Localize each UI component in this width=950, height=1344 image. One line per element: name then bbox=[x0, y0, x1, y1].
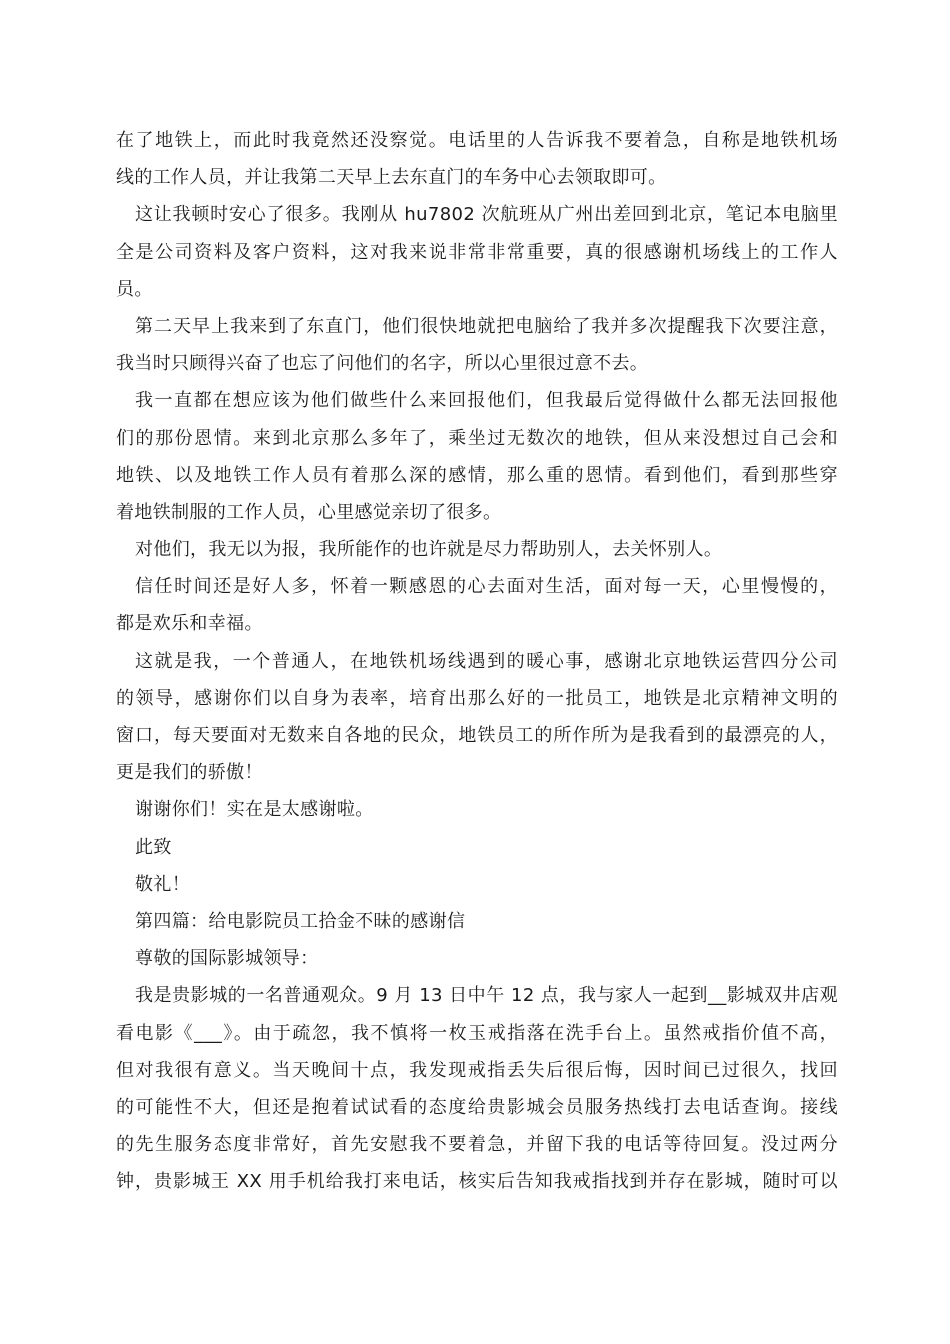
text-line: 敬礼！ bbox=[135, 873, 191, 895]
text-line: 我是贵影城的一名普通观众。9 月 13 日中午 12 点，我与家人一起到__影城双井店观 bbox=[135, 985, 838, 1007]
text-line: 的可能性不大，但还是抱着试试看的态度给贵影城会员服务热线打去电话查询。接线 bbox=[116, 1096, 838, 1118]
text-line: 第四篇：给电影院员工拾金不昧的感谢信 bbox=[135, 910, 466, 932]
text-line: 此致 bbox=[135, 836, 172, 858]
text-line: 看电影《___》。由于疏忽，我不慎将一枚玉戒指落在洗手台上。虽然戒指价值不高， bbox=[116, 1022, 838, 1044]
text-line: 更是我们的骄傲！ bbox=[116, 762, 263, 784]
text-line: 但对我很有意义。当天晚间十点，我发现戒指丢失后很后悔，因时间已过很久，找回 bbox=[116, 1059, 838, 1081]
text-line: 着地铁制服的工作人员，心里感觉亲切了很多。 bbox=[116, 501, 502, 523]
text-line: 线的工作人员，并让我第二天早上去东直门的车务中心去领取即可。 bbox=[116, 167, 667, 189]
text-line: 地铁、以及地铁工作人员有着那么深的感情，那么重的恩情。看到他们，看到那些穿 bbox=[116, 464, 838, 486]
text-line: 尊敬的国际影城领导： bbox=[135, 948, 319, 970]
letter-body bbox=[116, 122, 838, 1200]
text-line: 在了地铁上，而此时我竟然还没察觉。电话里的人告诉我不要着急，自称是地铁机场 bbox=[116, 130, 838, 151]
text-line: 的先生服务态度非常好，首先安慰我不要着急，并留下我的电话等待回复。没过两分 bbox=[116, 1134, 838, 1156]
text-line: 全是公司资料及客户资料，这对我来说非常非常重要，真的很感谢机场线上的工作人 bbox=[116, 241, 838, 263]
text-line: 钟，贵影城王 XX 用手机给我打来电话，核实后告知我戒指找到并存在影城，随时可以 bbox=[116, 1171, 838, 1193]
text-line: 信任时间还是好人多，怀着一颗感恩的心去面对生活，面对每一天，心里慢慢的， bbox=[135, 576, 838, 598]
text-line: 窗口，每天要面对无数来自各地的民众，地铁员工的所作所为是我看到的最漂亮的人， bbox=[116, 725, 838, 746]
text-line: 都是欢乐和幸福。 bbox=[116, 613, 263, 635]
text-line: 我当时只顾得兴奋了也忘了问他们的名字，所以心里很过意不去。 bbox=[116, 353, 649, 375]
text-line: 这让我顿时安心了很多。我刚从 hu7802 次航班从广州出差回到北京，笔记本电脑里 bbox=[135, 204, 838, 226]
text-line: 这就是我，一个普通人，在地铁机场线遇到的暖心事，感谢北京地铁运营四分公司 bbox=[135, 650, 838, 672]
text-line: 们的那份恩情。来到北京那么多年了，乘坐过无数次的地铁，但从来没想过自己会和 bbox=[116, 427, 838, 449]
text-line: 对他们，我无以为报，我所能作的也许就是尽力帮助别人，去关怀别人。 bbox=[135, 539, 723, 561]
text-line: 我一直都在想应该为他们做些什么来回报他们，但我最后觉得做什么都无法回报他 bbox=[135, 390, 838, 412]
text-line: 的领导，感谢你们以自身为表率，培育出那么好的一批员工，地铁是北京精神文明的 bbox=[116, 687, 838, 709]
text-line: 谢谢你们！实在是太感谢啦。 bbox=[135, 799, 374, 821]
text-line: 第二天早上我来到了东直门，他们很快地就把电脑给了我并多次提醒我下次要注意， bbox=[135, 315, 838, 337]
text-line: 员。 bbox=[116, 278, 153, 300]
